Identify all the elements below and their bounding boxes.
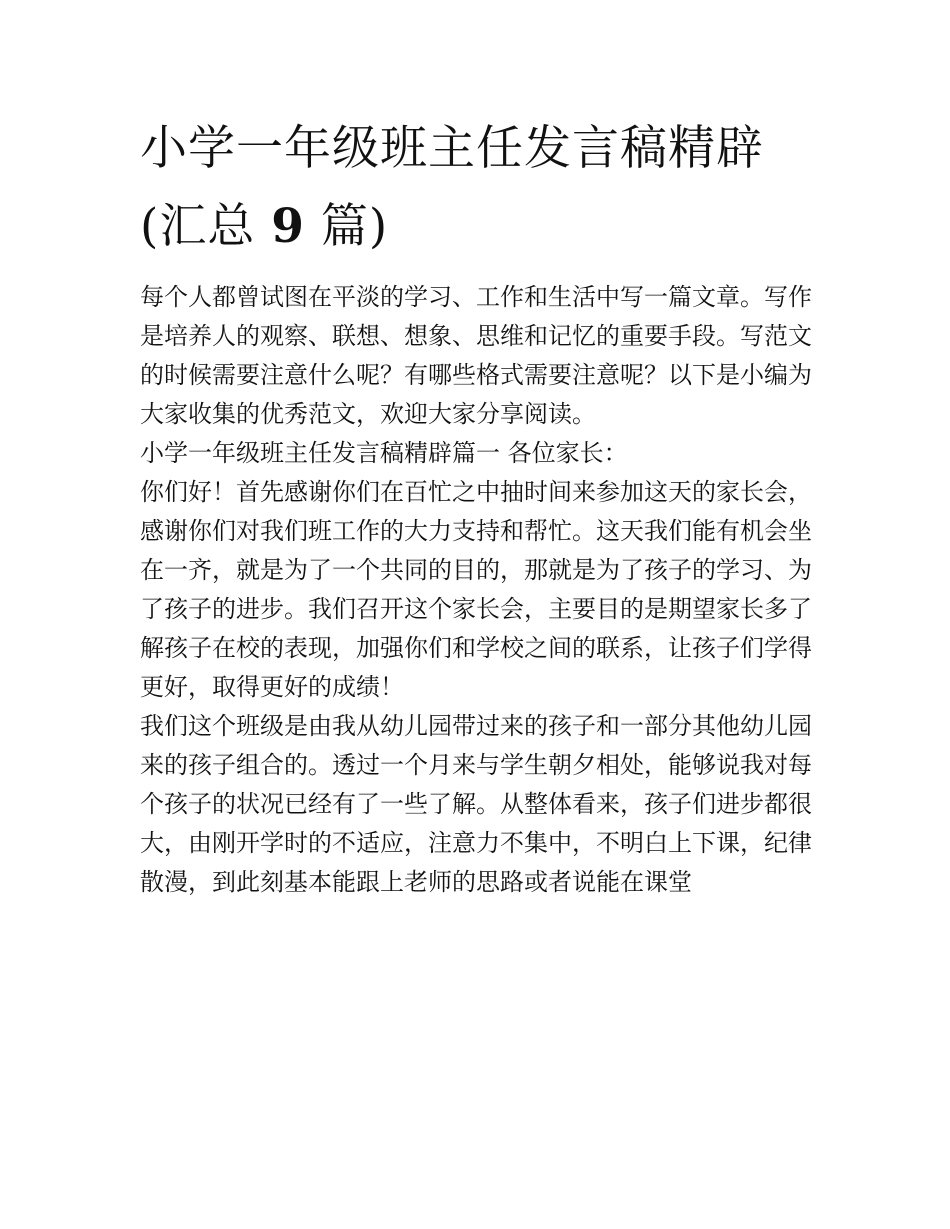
document-body — [140, 110, 812, 902]
title-line-1: 小学一年级班主任发言稿精辟 — [140, 121, 764, 176]
title-line-2-suffix: 篇) — [304, 199, 389, 254]
title-line-2-number: 9 — [271, 199, 305, 254]
title-line-2-prefix: (汇总 — [140, 199, 272, 254]
intro-paragraph: 每个人都曾试图在平淡的学习、工作和生活中写一篇文章。写作是培养人的观察、联想、想象、思维和记忆的重要手段。写范文的时候需要注意什么呢？有哪些格式需要注意呢？以下是小编为大家收集的优秀范文，欢迎大家分享阅读。 — [140, 283, 812, 428]
section-heading: 小学一年级班主任发言稿精辟篇一 各位家长： — [140, 439, 628, 467]
body-paragraph: 你们好！首先感谢你们在百忙之中抽时间来参加这天的家长会，感谢你们对我们班工作的大力支持和帮忙。这天我们能有机会坐在一齐，就是为了一个共同的目的，那就是为了孩子的学习、为了孩子的进步。我们召开这个家长会，主要目的是期望家长多了解孩子在校的表现，加强你们和学校之间的联系，让孩子们学得更好，取得更好的成绩！ — [140, 478, 812, 701]
body-paragraph: 我们这个班级是由我从幼儿园带过来的孩子和一部分其他幼儿园来的孩子组合的。透过一个月来与学生朝夕相处，能够说我对每个孩子的状况已经有了一些了解。从整体看来，孩子们进步都很大，由刚开学时的不适应，注意力不集中，不明白上下课，纪律散漫，到此刻基本能跟上老师的思路或者说能在课堂 — [140, 712, 812, 896]
document-title — [140, 110, 812, 266]
